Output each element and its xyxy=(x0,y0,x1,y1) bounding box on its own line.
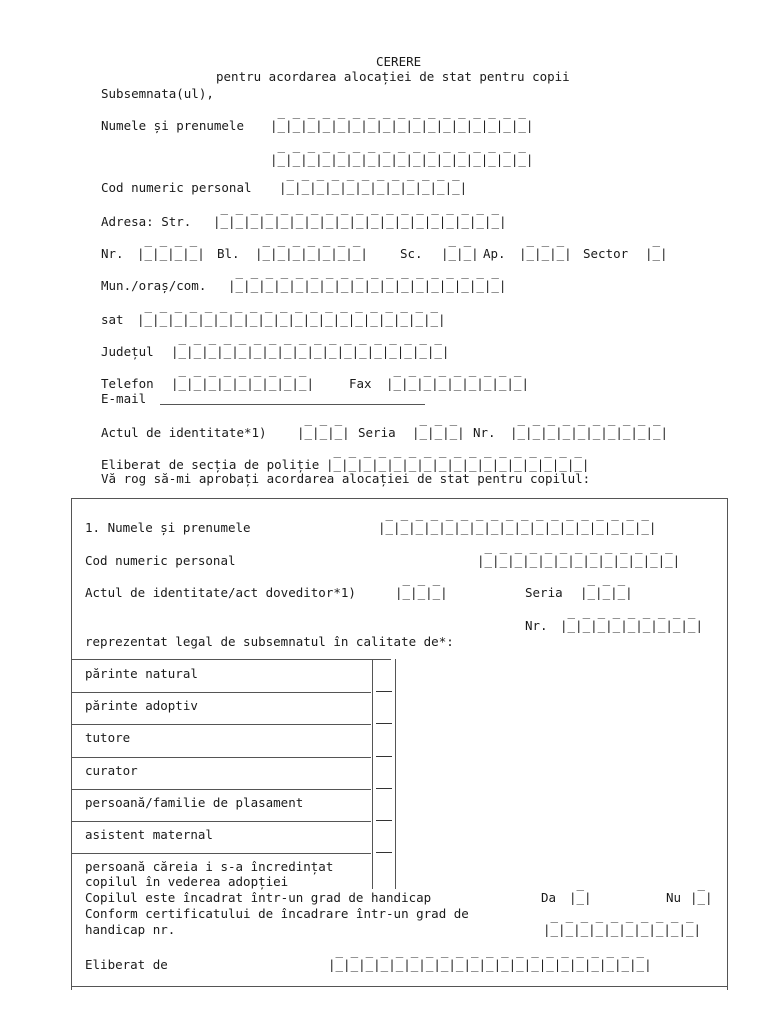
applicant-cnp-field[interactable] xyxy=(279,167,467,195)
role-checkbox-plasament[interactable] xyxy=(376,809,392,821)
form-subtitle: pentru acordarea alocației de stat pentru copii xyxy=(216,69,570,84)
role-checkbox-tutore[interactable] xyxy=(376,745,392,757)
roles-col-right xyxy=(395,659,396,889)
roles-top-line xyxy=(71,659,391,660)
field-cells[interactable]: |_|_|_|_|_|_|_|_|_|_|_|_|_|_|_|_|_| xyxy=(270,152,534,167)
field-cells[interactable]: |_| xyxy=(690,890,713,905)
mun-field[interactable] xyxy=(228,265,506,293)
field-overline: _ _ _ _ xyxy=(137,232,198,247)
role-checkbox-parinte-natural[interactable] xyxy=(376,680,392,692)
field-cells[interactable]: |_|_|_| xyxy=(519,246,572,261)
applicant-cnp-label: Cod numeric personal xyxy=(101,180,252,195)
field-overline: _ _ _ xyxy=(519,232,565,247)
request-text: Vă rog să-mi aprobați acordarea alocației de stat pentru copilul: xyxy=(101,471,591,486)
field-cells[interactable]: |_|_|_| xyxy=(580,585,633,600)
role-checkbox-parinte-adoptiv[interactable] xyxy=(376,712,392,724)
eliberat-label: Eliberat de secția de poliție xyxy=(101,457,320,472)
sector-label: Sector xyxy=(583,246,629,261)
handicap-nu-label: Nu xyxy=(666,890,682,905)
judet-field[interactable] xyxy=(171,331,449,359)
field-cells[interactable]: |_|_|_|_|_|_|_|_|_|_|_|_|_|_|_|_|_|_|_|_|_| xyxy=(328,957,652,972)
field-overline: _ _ _ _ _ _ _ _ _ _ _ _ xyxy=(279,166,460,181)
role-incredintat-line2: copilul în vederea adopției xyxy=(85,874,289,889)
intro-text: Subsemnata(ul), xyxy=(101,86,214,101)
judet-label: Județul xyxy=(101,344,154,359)
field-cells[interactable]: |_|_|_|_|_|_|_|_|_|_| xyxy=(510,425,669,440)
table-right-border xyxy=(727,498,728,990)
cert-nr-field[interactable] xyxy=(543,909,701,937)
child-nr-label: Nr. xyxy=(525,618,548,633)
id-nr-field[interactable] xyxy=(510,412,668,440)
field-cells[interactable]: |_|_|_|_| xyxy=(137,246,205,261)
ap-field[interactable] xyxy=(519,233,572,261)
role-divider xyxy=(71,757,371,758)
child-cnp-label: Cod numeric personal xyxy=(85,553,236,568)
field-cells[interactable]: |_|_|_| xyxy=(297,425,350,440)
role-parinte-adoptiv: părinte adoptiv xyxy=(85,698,198,713)
field-cells[interactable]: |_|_|_|_|_|_|_|_|_| xyxy=(560,618,703,633)
id-nr-label: Nr. xyxy=(473,425,496,440)
field-cells[interactable]: |_|_|_|_|_|_|_|_|_|_|_|_|_| xyxy=(477,553,681,568)
telefon-field[interactable] xyxy=(171,363,314,391)
field-overline: _ _ _ _ _ _ _ _ _ _ _ _ _ _ _ _ _ xyxy=(326,443,582,458)
role-tutore: tutore xyxy=(85,730,131,745)
field-overline: _ _ _ _ _ _ _ _ _ _ _ _ _ _ _ _ _ xyxy=(270,104,526,119)
cert-label-2: handicap nr. xyxy=(85,922,176,937)
handicap-da-checkbox[interactable] xyxy=(569,877,592,905)
field-overline: _ _ _ xyxy=(580,571,626,586)
sector-field[interactable] xyxy=(645,233,668,261)
address-label: Adresa: Str. xyxy=(101,214,192,229)
field-overline: _ _ _ xyxy=(395,571,441,586)
field-overline: _ _ _ _ _ _ _ _ _ _ _ _ _ _ _ _ _ xyxy=(270,138,526,153)
field-cells[interactable]: |_|_|_|_|_|_|_|_|_| xyxy=(171,376,314,391)
form-title: CERERE xyxy=(376,54,422,69)
applicant-name-label: Numele și prenumele xyxy=(101,118,244,133)
role-asistent-maternal: asistent maternal xyxy=(85,827,213,842)
ap-label: Ap. xyxy=(483,246,506,261)
field-cells[interactable]: |_| xyxy=(645,246,668,261)
id-type-field[interactable] xyxy=(297,412,350,440)
field-cells[interactable]: |_|_|_|_|_|_|_|_|_|_|_|_|_|_|_|_|_| xyxy=(270,118,534,133)
email-label: E-mail xyxy=(101,391,147,406)
role-divider xyxy=(71,853,371,854)
sc-label: Sc. xyxy=(400,246,423,261)
handicap-label: Copilul este încadrat într-un grad de handicap xyxy=(85,890,432,905)
field-overline: _ _ _ _ _ _ _ _ _ _ _ _ _ xyxy=(477,539,673,554)
bl-label: Bl. xyxy=(217,246,240,261)
field-overline: _ _ _ xyxy=(412,411,458,426)
mun-label: Mun./oraș/com. xyxy=(101,278,207,293)
table-bottom-border xyxy=(71,986,727,987)
role-checkbox-asistent-maternal[interactable] xyxy=(376,841,392,853)
field-overline: _ _ _ _ _ _ _ _ _ _ _ _ _ _ _ _ _ _ xyxy=(378,506,649,521)
field-cells[interactable]: |_|_|_|_|_|_|_|_|_|_|_|_|_|_|_|_|_|_| xyxy=(378,520,657,535)
field-cells[interactable]: |_|_|_|_|_|_|_|_|_|_|_|_|_|_|_|_|_|_|_| xyxy=(213,214,507,229)
child-seria-label: Seria xyxy=(525,585,563,600)
field-cells[interactable]: |_|_|_|_|_|_|_|_|_|_|_|_|_|_|_|_|_|_| xyxy=(171,344,450,359)
child-eliberat-label: Eliberat de xyxy=(85,957,168,972)
represented-label: reprezentat legal de subsemnatul în calitate de*: xyxy=(85,634,454,649)
child-seria-field[interactable] xyxy=(580,572,633,600)
field-overline: _ _ _ _ _ _ _ _ _ _ _ _ _ _ _ _ _ _ _ xyxy=(213,200,499,215)
handicap-da-label: Da xyxy=(541,890,557,905)
table-left-border xyxy=(71,498,72,990)
field-cells[interactable]: |_|_|_|_|_|_|_|_|_|_|_|_|_|_|_|_|_|_|_|_| xyxy=(137,312,446,327)
role-plasament: persoană/familie de plasament xyxy=(85,795,304,810)
handicap-nu-checkbox[interactable] xyxy=(690,877,713,905)
field-overline: _ _ _ _ _ _ _ _ _ xyxy=(386,362,522,377)
address-street-field[interactable] xyxy=(213,201,507,229)
sat-field[interactable] xyxy=(137,299,446,327)
child-id-type-field[interactable] xyxy=(395,572,448,600)
seria-field[interactable] xyxy=(412,412,465,440)
email-field-line[interactable] xyxy=(160,404,425,405)
field-overline: _ _ _ _ _ _ _ _ _ xyxy=(171,362,307,377)
fax-field[interactable] xyxy=(386,363,529,391)
child-cnp-field[interactable] xyxy=(477,540,680,568)
field-overline: _ _ _ _ _ _ _ xyxy=(255,232,361,247)
field-overline: _ _ _ xyxy=(297,411,343,426)
child-nr-field[interactable] xyxy=(560,605,703,633)
role-curator: curator xyxy=(85,763,138,778)
roles-col-left xyxy=(372,659,373,889)
role-incredintat-line1: persoană căreia i s-a încredințat xyxy=(85,859,334,874)
fax-label: Fax xyxy=(349,376,372,391)
field-overline: _ _ xyxy=(441,232,472,247)
nr-label: Nr. xyxy=(101,246,124,261)
role-divider xyxy=(71,724,371,725)
bl-field[interactable] xyxy=(255,233,368,261)
sc-field[interactable] xyxy=(441,233,479,261)
field-overline: _ _ _ _ _ _ _ _ _ _ _ _ _ _ _ _ _ _ xyxy=(171,330,442,345)
eliberat-field[interactable] xyxy=(326,444,589,472)
child-id-label: Actul de identitate/act doveditor*1) xyxy=(85,585,356,600)
child-name-label: 1. Numele și prenumele xyxy=(85,520,251,535)
field-overline: _ xyxy=(569,876,585,891)
field-cells[interactable]: |_|_|_|_|_|_|_|_|_|_|_|_| xyxy=(279,180,468,195)
sat-label: sat xyxy=(101,312,124,327)
child-eliberat-field[interactable] xyxy=(328,944,652,972)
field-overline: _ _ _ _ _ _ _ _ _ _ _ _ _ _ _ _ _ _ _ _ xyxy=(137,298,439,313)
field-cells[interactable]: |_|_|_|_|_|_|_|_|_|_| xyxy=(543,922,702,937)
field-overline: _ _ _ _ _ _ _ _ _ _ xyxy=(543,908,694,923)
cert-label-1: Conform certificatului de încadrare într-un grad de xyxy=(85,906,469,921)
nr-field[interactable] xyxy=(137,233,205,261)
telefon-label: Telefon xyxy=(101,376,154,391)
table-top-border xyxy=(71,498,727,499)
field-cells[interactable]: |_|_|_|_|_|_|_|_|_|_|_|_|_|_|_|_|_| xyxy=(326,457,590,472)
field-overline: _ xyxy=(690,876,706,891)
field-cells[interactable]: |_|_|_|_|_|_|_| xyxy=(255,246,368,261)
id-label: Actul de identitate*1) xyxy=(101,425,267,440)
seria-label: Seria xyxy=(358,425,396,440)
applicant-name-field-2[interactable] xyxy=(270,139,533,167)
field-cells[interactable]: |_|_|_|_|_|_|_|_|_|_|_|_|_|_|_|_|_|_| xyxy=(228,278,507,293)
field-overline: _ xyxy=(645,232,661,247)
role-divider xyxy=(71,821,371,822)
role-divider xyxy=(71,692,371,693)
field-cells[interactable]: |_| xyxy=(569,890,592,905)
field-cells[interactable]: |_|_|_| xyxy=(412,425,465,440)
field-overline: _ _ _ _ _ _ _ _ _ _ xyxy=(510,411,661,426)
field-overline: _ _ _ _ _ _ _ _ _ _ _ _ _ _ _ _ _ _ xyxy=(228,264,499,279)
field-overline: _ _ _ _ _ _ _ _ _ xyxy=(560,604,696,619)
field-cells[interactable]: |_|_| xyxy=(441,246,479,261)
field-overline: _ _ _ _ _ _ _ _ _ _ _ _ _ _ _ _ _ _ _ _ _ xyxy=(328,943,645,958)
field-cells[interactable]: |_|_|_| xyxy=(395,585,448,600)
role-parinte-natural: părinte natural xyxy=(85,666,198,681)
role-divider xyxy=(71,789,371,790)
applicant-name-field-1[interactable] xyxy=(270,105,533,133)
role-checkbox-curator[interactable] xyxy=(376,777,392,789)
field-cells[interactable]: |_|_|_|_|_|_|_|_|_| xyxy=(386,376,529,391)
child-name-field[interactable] xyxy=(378,507,656,535)
